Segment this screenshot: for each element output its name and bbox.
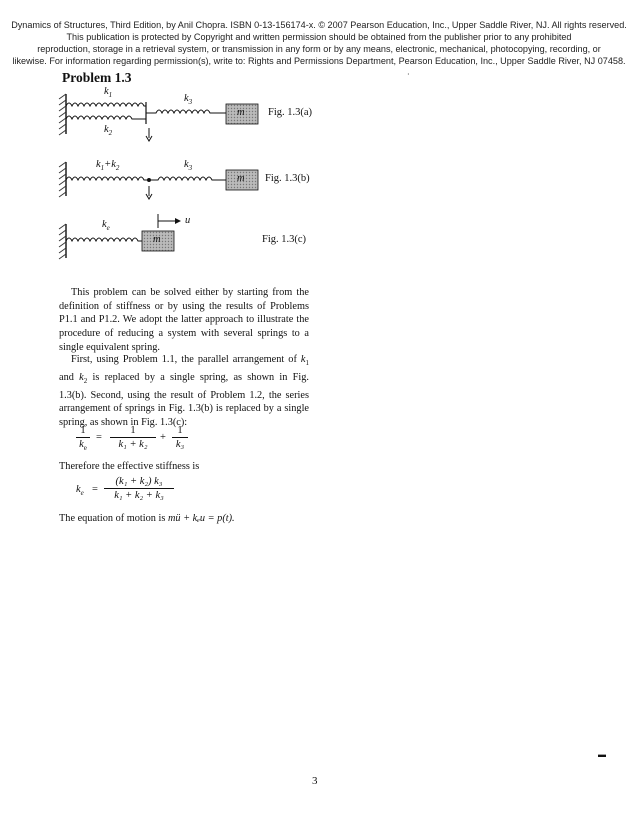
paragraph-2	[59, 353, 309, 430]
eq2-lhs	[76, 484, 84, 497]
eq2-equals: =	[92, 484, 98, 495]
therefore-line: Therefore the effective stiffness is	[59, 461, 200, 472]
eq2-lhs-k: k	[76, 484, 81, 495]
eq1-lhs-den-sub: e	[83, 444, 87, 453]
fig-a-mass: m	[237, 107, 245, 118]
eq1-lhs-num: 1	[76, 425, 90, 438]
problem-title: Problem 1.3	[62, 70, 132, 85]
motion-text: The equation of motion is	[59, 513, 168, 524]
figure-1-3b	[56, 156, 336, 206]
eq2-lhs-sub: e	[80, 489, 84, 498]
fig-a-k1-label	[104, 86, 112, 99]
fig-a-k3-symbol: k	[184, 93, 189, 104]
fig-c-ke-symbol: k	[102, 219, 107, 230]
margin-tick: ▬	[598, 750, 606, 759]
fig-b-k1k2-label	[96, 159, 119, 172]
eq2-fraction	[104, 476, 174, 501]
fig-b-k3-label	[184, 159, 192, 172]
fig-b-caption: Fig. 1.3(b)	[265, 173, 310, 184]
paragraph-2-part-c: is replaced by a single spring, as shown in Fig. 1.3(b). Second, using the result of Problem 1.2, the series arrangement of springs in Fig. 1.3(b) is replaced by a single spring, as shown in Fig. 1.3(c):	[59, 371, 309, 428]
fig-b-k2-sub: 2	[115, 164, 120, 173]
fig-a-k3-sub: 3	[188, 98, 193, 107]
fig-a-k1-sub: 1	[108, 91, 113, 100]
fig-c-disp-u: u	[185, 215, 191, 226]
paragraph-2-k2: k	[79, 371, 84, 383]
fig-c-mass: m	[153, 234, 161, 245]
fig-a-caption: Fig. 1.3(a)	[268, 107, 313, 118]
eq1-term2-fraction	[172, 425, 188, 450]
fig-a-k2-symbol: k	[104, 124, 109, 135]
fig-b-mass: m	[237, 173, 245, 184]
eq1-lhs-den	[76, 438, 90, 452]
fig-a-k2-label	[104, 124, 112, 137]
motion-line	[59, 512, 319, 526]
fig-c-caption: Fig. 1.3(c)	[262, 234, 307, 245]
fig-a-k1-symbol: k	[104, 86, 109, 97]
eq1-term1-fraction	[110, 425, 156, 450]
eq1-term1-num: 1	[110, 425, 156, 438]
eq1-equals: =	[96, 432, 102, 443]
paragraph-1	[59, 286, 309, 355]
fig-a-k3-label	[184, 93, 192, 106]
fig-b-k1-symbol: k	[96, 159, 101, 170]
fig-a-k2-sub: 2	[108, 129, 113, 138]
fig-b-k1-sub: 1	[100, 164, 105, 173]
paragraph-2-k2-sub: 2	[83, 376, 88, 385]
eq1-term1-den: k₁ + k₂	[118, 439, 148, 450]
header-line-4: likewise. For information regarding permission(s), write to: Rights and Permissions Department, Pearson Education, Inc., Upper Saddle River, NJ 07458.	[12, 56, 626, 66]
paragraph-1-text: This problem can be solved either by starting from the definition of stiffness or by using the results of Problems P1.1 and P1.2. We adopt the latter approach to illustrate the procedure of reducing a system with several springs to a single equivalent spring.	[59, 287, 309, 353]
figure-1-3a	[56, 86, 336, 146]
eq1-lhs-fraction	[76, 425, 90, 452]
motion-equation: mü + kₑu = p(t).	[167, 513, 235, 524]
eq1-term2-den: k₃	[175, 439, 185, 450]
fig-b-plus-k2: +k	[104, 159, 116, 170]
figure-1-3c	[56, 210, 336, 262]
eq2-num: (k₁ + k₂) k₃	[104, 476, 174, 489]
page-number: 3	[312, 775, 318, 787]
paragraph-2-part-b: and	[59, 371, 80, 383]
eq1-lhs-den-k: k	[79, 439, 84, 450]
eq1-term2-num: 1	[172, 425, 188, 438]
paragraph-2-k1-sub: 1	[305, 359, 309, 368]
header-line-3: reproduction, storage in a retrieval system, or transmission in any form or by any means, electronic, mechanical, photocopying, recording, or	[37, 44, 601, 54]
copyright-header	[10, 19, 628, 67]
eq1-plus: +	[160, 432, 166, 443]
equation-2	[76, 476, 206, 510]
eq2-den: k₁ + k₂ + k₃	[114, 490, 164, 501]
fig-c-ke-sub: e	[106, 224, 110, 233]
fig-c-ke-label	[102, 219, 110, 232]
equation-1	[76, 425, 206, 459]
margin-dot: ·	[407, 70, 410, 79]
paragraph-2-k1: k	[300, 354, 306, 365]
header-line-2: This publication is protected by Copyright and written permission should be obtained from the publisher prior to any prohibited	[66, 32, 572, 42]
paragraph-2-part-a: First, using Problem 1.1, the parallel arrangement of	[71, 354, 301, 365]
fig-b-k3-symbol: k	[184, 159, 189, 170]
fig-b-k3-sub: 3	[188, 164, 193, 173]
header-line-1: Dynamics of Structures, Third Edition, by Anil Chopra. ISBN 0-13-156174-x. © 2007 Pearson Education, Inc., Upper Saddle River, NJ. All rights reserved.	[11, 20, 627, 30]
